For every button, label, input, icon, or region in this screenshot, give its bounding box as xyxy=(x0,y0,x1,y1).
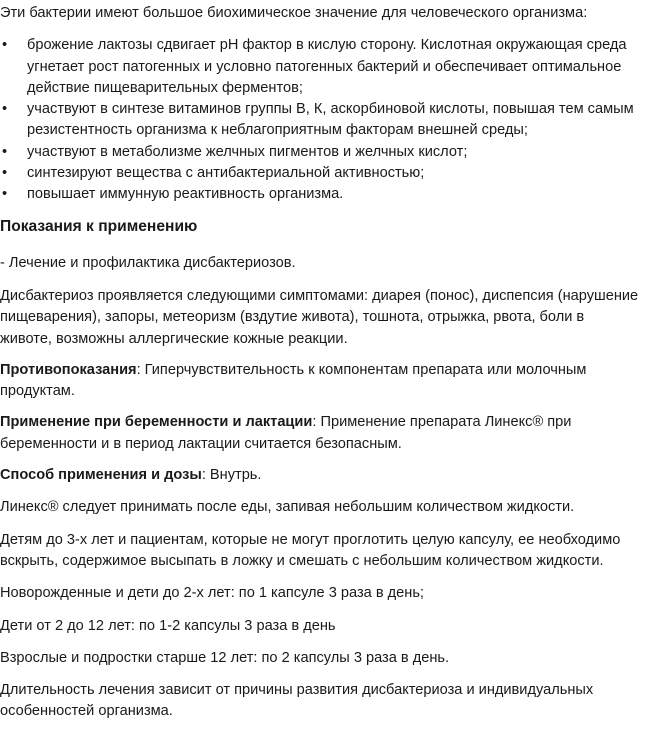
bullet-icon: • xyxy=(2,37,8,54)
bullet-icon: • xyxy=(2,165,8,182)
symptoms-paragraph: Дисбактериоз проявляется следующими симптомами: диарея (понос), диспепсия (нарушение пищеварения), запоры, метеоризм (вздутие живота), тошнота, отрыжка, рвота, боли в животе, возможны аллергические кожные реакции. xyxy=(0,287,639,347)
benefits-list xyxy=(0,35,640,205)
bullet-icon: • xyxy=(2,186,8,203)
pregnancy-label: Применение при беременности и лактации xyxy=(0,414,313,431)
list-item xyxy=(0,99,640,142)
pregnancy-text: : Применение препарата Линекс® при беременности и в период лактации считается безопасным. xyxy=(0,414,572,452)
list-item-text: участвуют в синтезе витаминов группы В, К, аскорбиновой кислоты, повышая тем самым резистентность организма к неблагоприятным факторам внешней среды; xyxy=(27,101,634,139)
dosage-instruction: Взрослые и подростки старше 12 лет: по 2 капсулы 3 раза в день. xyxy=(0,649,450,666)
list-item-text: повышает иммунную реактивность организма. xyxy=(27,186,344,203)
contraindications-text: : Гиперчувствительность к компонентам препарата или молочным продуктам. xyxy=(0,361,587,400)
dosage-label: Способ применения и дозы xyxy=(0,467,202,484)
pregnancy-paragraph xyxy=(0,412,640,455)
list-item-text: участвуют в метаболизме желчных пигментов и желчных кислот; xyxy=(27,143,468,160)
dosage-instruction: Новорожденные и дети до 2-х лет: по 1 капсуле 3 раза в день; xyxy=(0,585,424,602)
dosage-instruction: Длительность лечения зависит от причины развития дисбактериоза и индивидуальных особенностей организма. xyxy=(0,682,594,720)
list-item xyxy=(0,35,640,99)
list-item xyxy=(0,142,640,163)
contraindications-paragraph xyxy=(0,360,640,403)
dosage-instruction: Дети от 2 до 12 лет: по 1-2 капсулы 3 раза в день xyxy=(0,617,336,634)
dosage-instruction: Линекс® следует принимать после еды, запивая небольшим количеством жидкости. xyxy=(0,499,575,516)
list-item-text: синтезируют вещества с антибактериальной активностью; xyxy=(27,165,425,182)
indications-heading: Показания к применению xyxy=(0,217,198,235)
list-item xyxy=(0,163,640,184)
list-item xyxy=(0,184,640,205)
indication-item: - Лечение и профилактика дисбактериозов. xyxy=(0,254,296,271)
bullet-icon: • xyxy=(2,101,8,118)
intro-text: Эти бактерии имеют большое биохимическое значение для человеческого организма: xyxy=(0,5,588,21)
contraindications-label: Противопоказания xyxy=(0,361,137,378)
dosage-paragraph xyxy=(0,465,640,486)
dosage-text: : Внутрь. xyxy=(201,467,262,484)
bullet-icon: • xyxy=(2,143,8,160)
dosage-instruction: Детям до 3-х лет и пациентам, которые не могут проглотить целую капсулу, ее необходимо вскрыть, содержимое высыпать в ложку и смешать с небольшим количеством жидкости. xyxy=(0,531,621,569)
list-item-text: брожение лактозы сдвигает pH фактор в кислую сторону. Кислотная окружающая среда угнетает рост патогенных и условно патогенных бактерий и обеспечивает оптимальное действие пищеварительных ферментов; xyxy=(27,37,627,96)
